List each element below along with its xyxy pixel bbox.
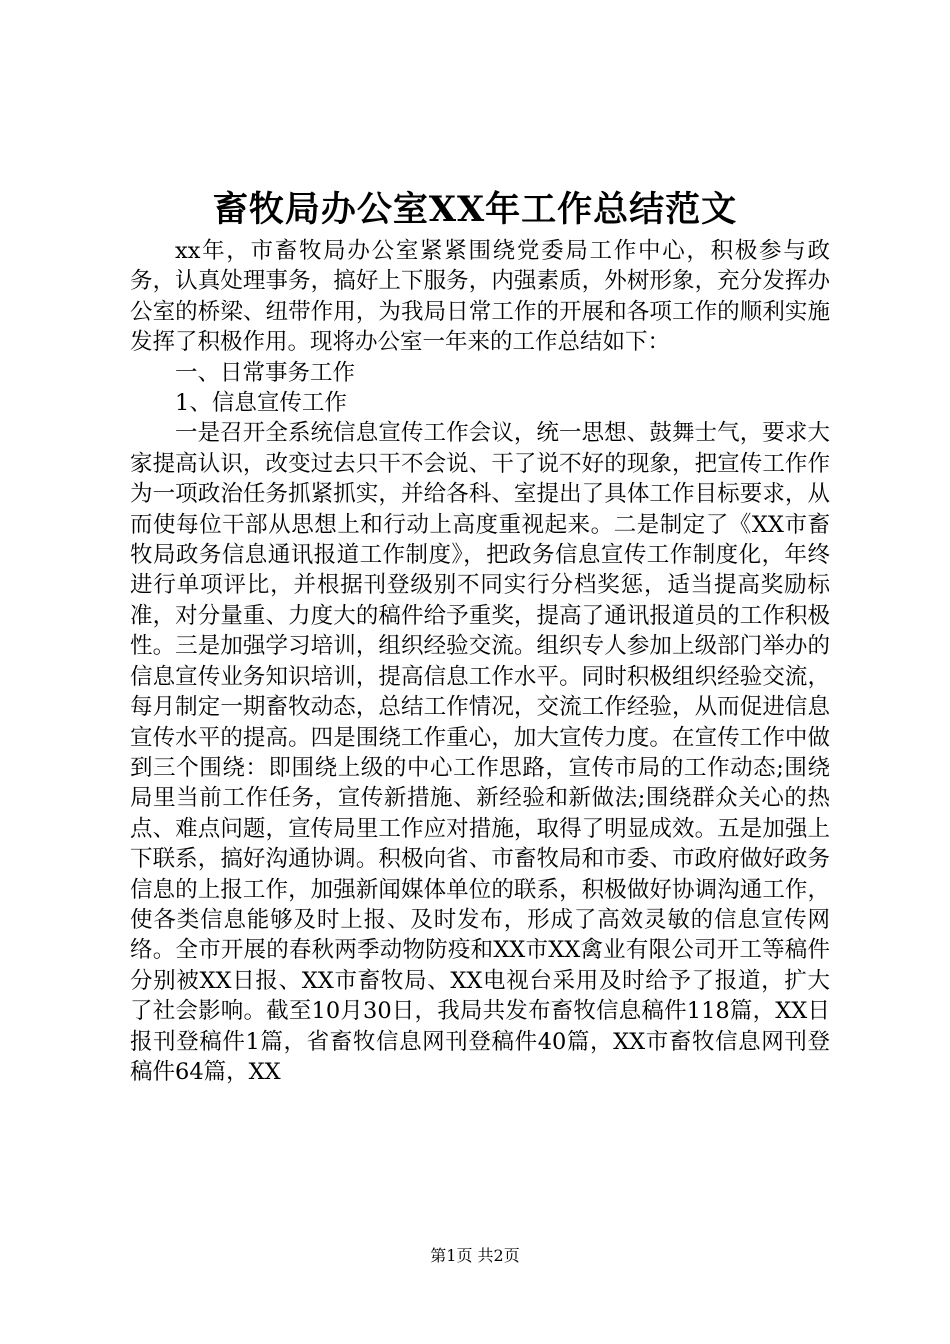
- subsection-heading-info-publicity: 1、信息宣传工作: [175, 390, 347, 417]
- paragraph-intro: xx年，市畜牧局办公室紧紧围绕党委局工作中心，积极参与政务，认真处理事务，搞好上下服务，内强素质，外树形象，充分发挥办公室的桥梁、纽带作用，为我局日常工作的开展和各项工作的顺利实施发挥了积极作用。现将办公室一年来的工作总结如下：: [130, 238, 830, 356]
- document-body: [130, 236, 830, 1087]
- page-number: 第1页 共2页: [430, 1246, 520, 1265]
- document-title: 畜牧局办公室XX年工作总结范文: [212, 189, 738, 230]
- section-heading-daily-affairs: 一、日常事务工作: [175, 359, 356, 386]
- paragraph-info-publicity: 一是召开全系统信息宣传工作会议，统一思想、鼓舞士气，要求大家提高认识，改变过去只干不会说、干了说不好的现象，把宣传工作作为一项政治任务抓紧抓实，并给各科、室提出了具体工作目标要求，从而使每位干部从思想上和行动上高度重视起来。二是制定了《XX市畜牧局政务信息通讯报道工作制度》，把政务信息宣传工作制度化，年终进行单项评比，并根据刊登级别不同实行分档奖惩，适当提高奖励标准，对分量重、力度大的稿件给予重奖，提高了通讯报道员的工作积极性。三是加强学习培训，组织经验交流。组织专人参加上级部门举办的信息宣传业务知识培训，提高信息工作水平。同时积极组织经验交流，每月制定一期畜牧动态，总结工作情况，交流工作经验，从而促进信息宣传水平的提高。四是围绕工作重心，加大宣传力度。在宣传工作中做到三个围绕：即围绕上级的中心工作思路，宣传市局的工作动态;围绕局里当前工作任务，宣传新措施、新经验和新做法;围绕群众关心的热点、难点问题，宣传局里工作应对措施，取得了明显成效。五是加强上下联系，搞好沟通协调。积极向省、市畜牧局和市委、市政府做好政务信息的上报工作，加强新闻媒体单位的联系，积极做好协调沟通工作，使各类信息能够及时上报、及时发布，形成了高效灵敏的信息宣传网络。全市开展的春秋两季动物防疫和XX市XX禽业有限公司开工等稿件分别被XX日报、XX市畜牧局、XX电视台采用及时给予了报道，扩大了社会影响。截至10月30日，我局共发布畜牧信息稿件118篇，XX日报刊登稿件1篇，省畜牧信息网刊登稿件40篇，XX市畜牧信息网刊登稿件64篇，XX: [130, 420, 830, 1085]
